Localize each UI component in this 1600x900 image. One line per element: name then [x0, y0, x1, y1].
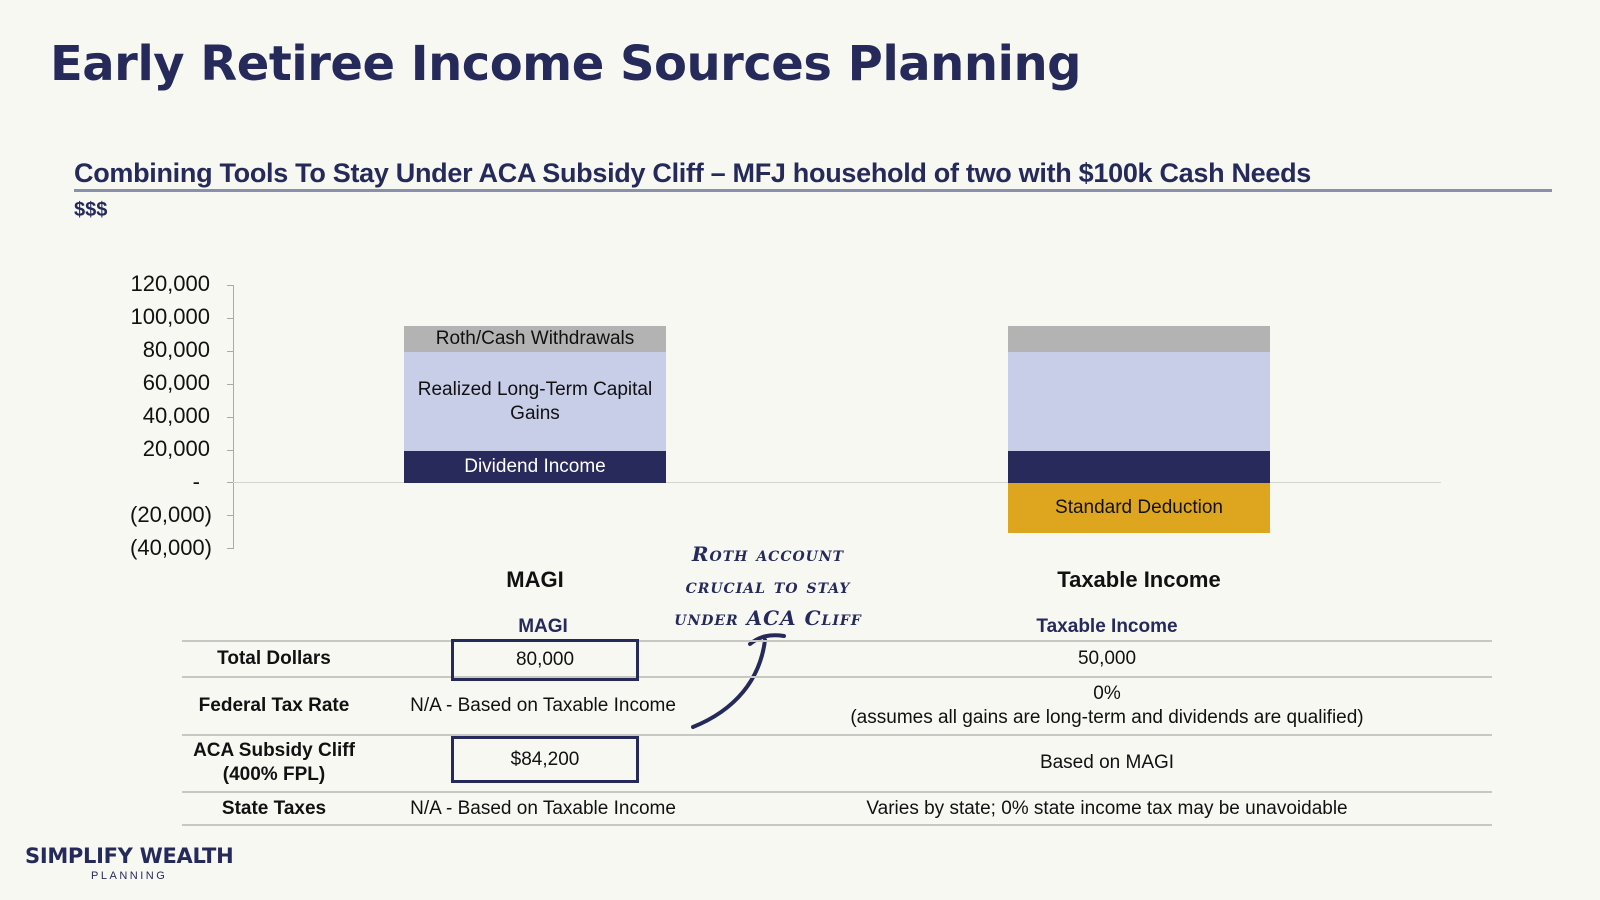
logo-wordmark: SIMPLIFY WEALTH	[25, 844, 234, 868]
annotation-line: Roth account	[691, 542, 845, 566]
annotation-line: crucial to stay	[685, 574, 851, 598]
tick-mark	[227, 450, 234, 451]
table-divider	[182, 824, 1492, 826]
y-tick: 80,000	[142, 337, 210, 362]
row-label-state-taxes: State Taxes	[221, 798, 327, 819]
cell-value: 80,000	[515, 649, 575, 670]
tick-mark	[227, 548, 234, 549]
tick-mark	[227, 318, 234, 319]
tick-mark	[227, 384, 234, 385]
cell-value: Based on MAGI	[1039, 752, 1175, 773]
y-tick: 100,000	[130, 304, 210, 329]
y-tick: 20,000	[142, 436, 210, 461]
bar-segment-dividend-magi	[404, 451, 666, 483]
table-divider	[182, 791, 1492, 793]
logo-tagline: PLANNING	[91, 870, 168, 882]
cell-value: 0%	[1093, 683, 1121, 704]
cell-value: 50,000	[1077, 648, 1137, 669]
y-tick: (40,000)	[130, 535, 212, 560]
cell-note: (assumes all gains are long-term and dividends are qualified)	[850, 707, 1364, 728]
company-logo	[25, 844, 233, 882]
bar-segment-roth-taxable	[1008, 326, 1270, 352]
category-label-taxable-income: Taxable Income	[1057, 567, 1221, 592]
tick-mark	[227, 515, 234, 516]
segment-label: Realized Long-Term Capital Gains	[417, 378, 653, 424]
y-tick: 120,000	[130, 271, 210, 296]
cell-value: N/A - Based on Taxable Income	[410, 798, 676, 819]
segment-label: Dividend Income	[464, 456, 606, 477]
chart-subtitle: Combining Tools To Stay Under ACA Subsidy Cliff – MFJ household of two with $100k Cash Needs	[74, 158, 1312, 188]
segment-label: Standard Deduction	[1055, 497, 1223, 518]
y-axis-unit-label: $$$	[74, 199, 108, 221]
y-tick: (20,000)	[130, 502, 212, 527]
row-label-aca-subsidy-cliff: ACA Subsidy Cliff	[193, 740, 355, 761]
table-header-taxable-income: Taxable Income	[1036, 616, 1178, 637]
cell-value: $84,200	[510, 748, 580, 770]
row-label-total-dollars: Total Dollars	[217, 648, 331, 669]
table-divider	[182, 640, 1492, 642]
bar-segment-ltcg-taxable	[1008, 352, 1270, 451]
tick-mark	[227, 351, 234, 352]
y-tick: 40,000	[142, 403, 210, 428]
y-tick: 60,000	[142, 370, 210, 395]
cell-value: Varies by state; 0% state income tax may be unavoidable	[866, 798, 1348, 819]
table-divider	[182, 734, 1492, 736]
table-divider	[182, 676, 1492, 678]
tick-mark	[227, 417, 234, 418]
table-header-magi: MAGI	[518, 616, 568, 637]
annotation-note	[648, 538, 888, 634]
segment-label: Roth/Cash Withdrawals	[435, 328, 635, 349]
annotation-line: under ACA Cliff	[674, 606, 862, 630]
bar-segment-dividend-taxable	[1008, 451, 1270, 483]
magi-total-box	[451, 639, 639, 681]
page-title: Early Retiree Income Sources Planning	[50, 36, 1081, 92]
bar-segment-ltcg-magi	[404, 352, 666, 451]
curved-arrow-icon	[690, 630, 800, 730]
y-tick: -	[192, 469, 200, 494]
cell-value: N/A - Based on Taxable Income	[410, 695, 676, 716]
bar-segment-roth-magi	[404, 326, 666, 352]
row-label-fpl: (400% FPL)	[222, 764, 326, 785]
bar-segment-standard-deduction	[1008, 483, 1270, 533]
row-label-federal-tax-rate: Federal Tax Rate	[198, 695, 350, 716]
aca-cliff-box	[451, 736, 639, 783]
category-label-magi: MAGI	[506, 567, 564, 592]
tick-mark	[227, 285, 234, 286]
